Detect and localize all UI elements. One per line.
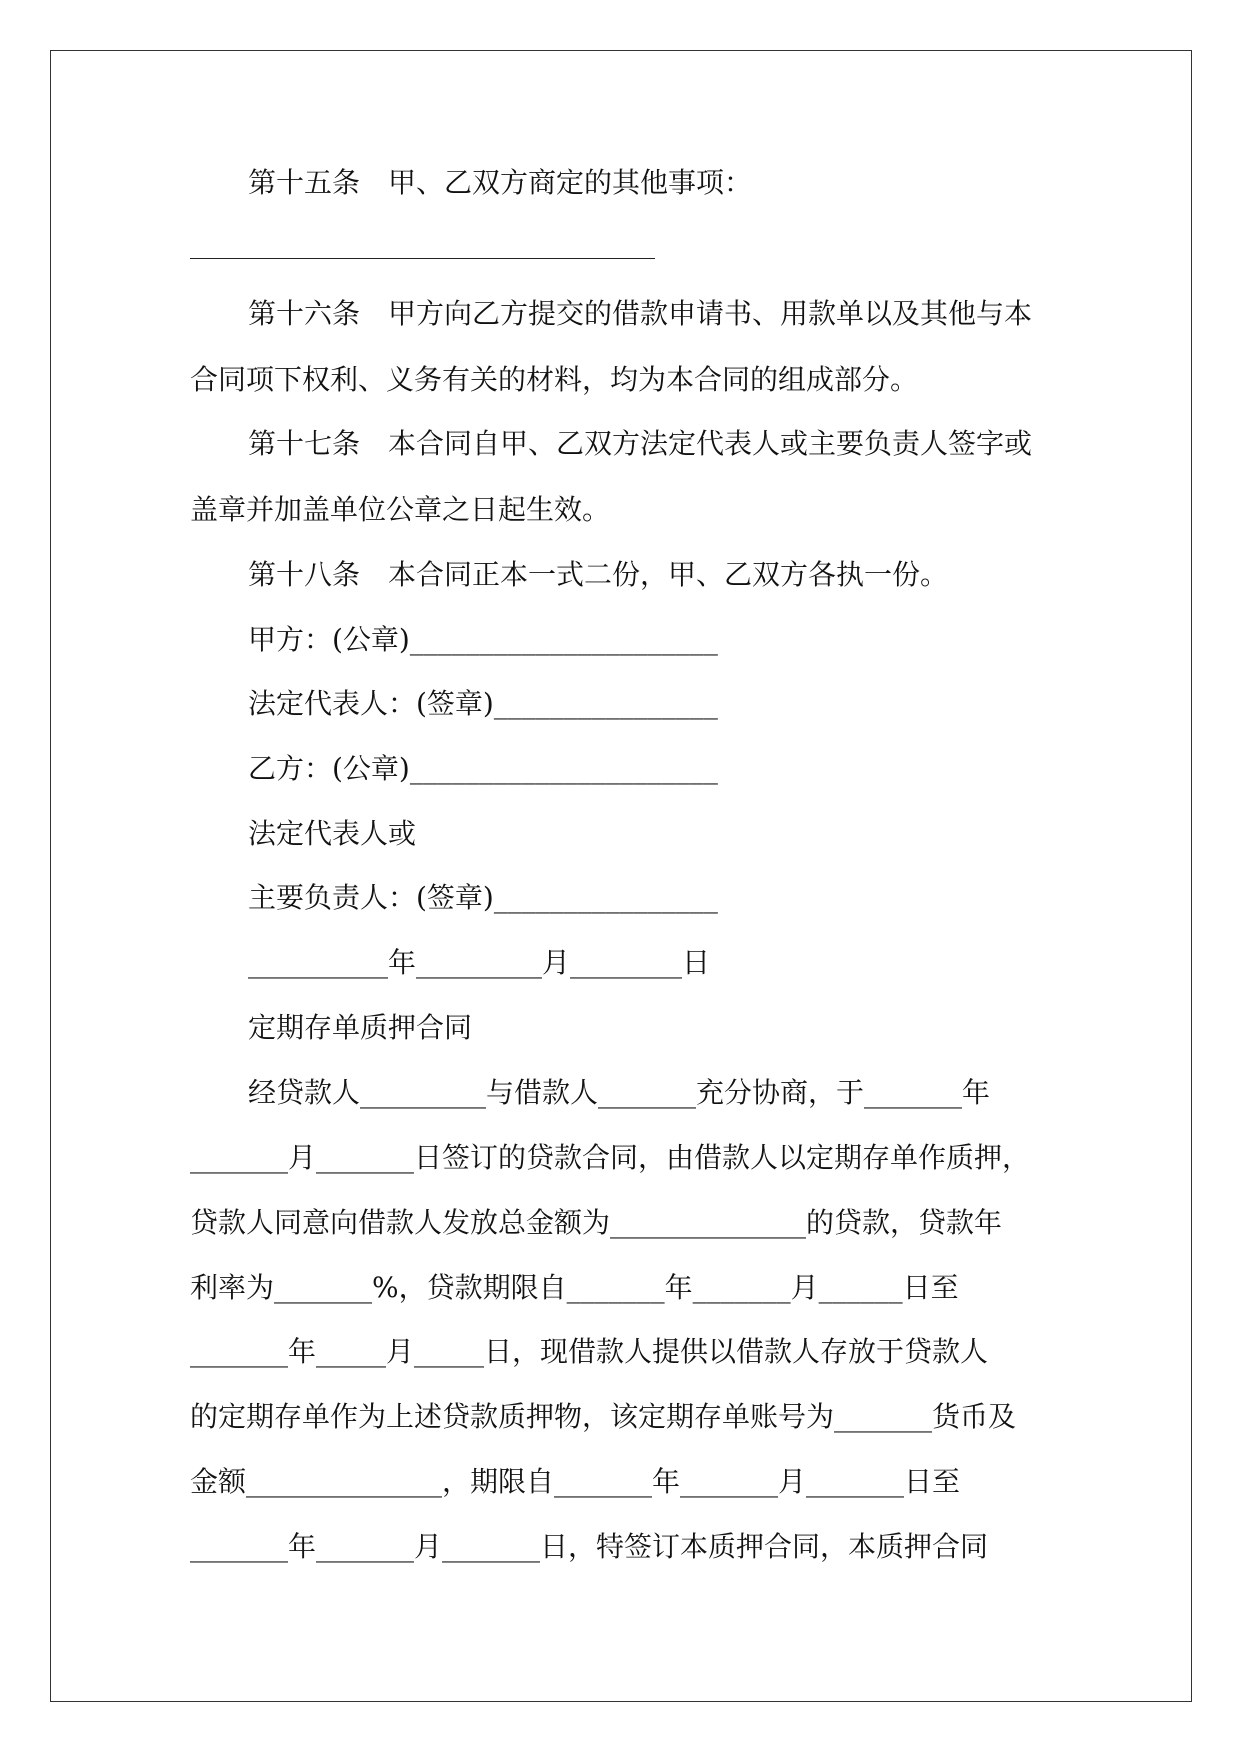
party-b-seal: 乙方：(公章)______________________ xyxy=(248,752,718,785)
paragraph-line-8: _______年_______月_______日，特签订本质押合同，本质押合同 xyxy=(190,1530,989,1563)
article-17-line-1: 第十七条 本合同自甲、乙双方法定代表人或主要负责人签字或 xyxy=(248,427,1033,460)
article-18: 第十八条 本合同正本一式二份，甲、乙双方各执一份。 xyxy=(248,558,949,591)
contract-title: 定期存单质押合同 xyxy=(248,1011,473,1044)
blank-fill-line xyxy=(190,258,655,259)
article-15: 第十五条 甲、乙双方商定的其他事项： xyxy=(248,166,753,199)
party-b-representative-2: 主要负责人：(签章)________________ xyxy=(248,881,718,914)
paragraph-line-5: _______年_____月_____日，现借款人提供以借款人存放于贷款人 xyxy=(190,1335,989,1368)
paragraph-line-3: 贷款人同意向借款人发放总金额为______________的贷款，贷款年 xyxy=(190,1206,1003,1239)
paragraph-line-6: 的定期存单作为上述贷款质押物，该定期存单账号为_______货币及 xyxy=(190,1400,1017,1433)
signing-date: __________年_________月________日 xyxy=(248,946,711,979)
paragraph-line-1: 经贷款人_________与借款人_______充分协商，于_______年 xyxy=(248,1076,991,1109)
party-a-representative: 法定代表人：(签章)________________ xyxy=(248,687,718,720)
paragraph-line-2: _______月_______日签订的贷款合同，由借款人以定期存单作质押， xyxy=(190,1141,1031,1174)
paragraph-line-7: 金额______________，期限自_______年_______月_______日至 xyxy=(190,1465,961,1498)
article-16-line-1: 第十六条 甲方向乙方提交的借款申请书、用款单以及其他与本 xyxy=(248,297,1033,330)
paragraph-line-4: 利率为_______%，贷款期限自_______年_______月______日至 xyxy=(190,1271,959,1304)
party-b-representative-1: 法定代表人或 xyxy=(248,817,417,850)
party-a-seal: 甲方：(公章)______________________ xyxy=(248,623,718,656)
article-17-line-2: 盖章并加盖单位公章之日起生效。 xyxy=(190,493,611,526)
article-16-line-2: 合同项下权利、义务有关的材料，均为本合同的组成部分。 xyxy=(190,363,919,396)
